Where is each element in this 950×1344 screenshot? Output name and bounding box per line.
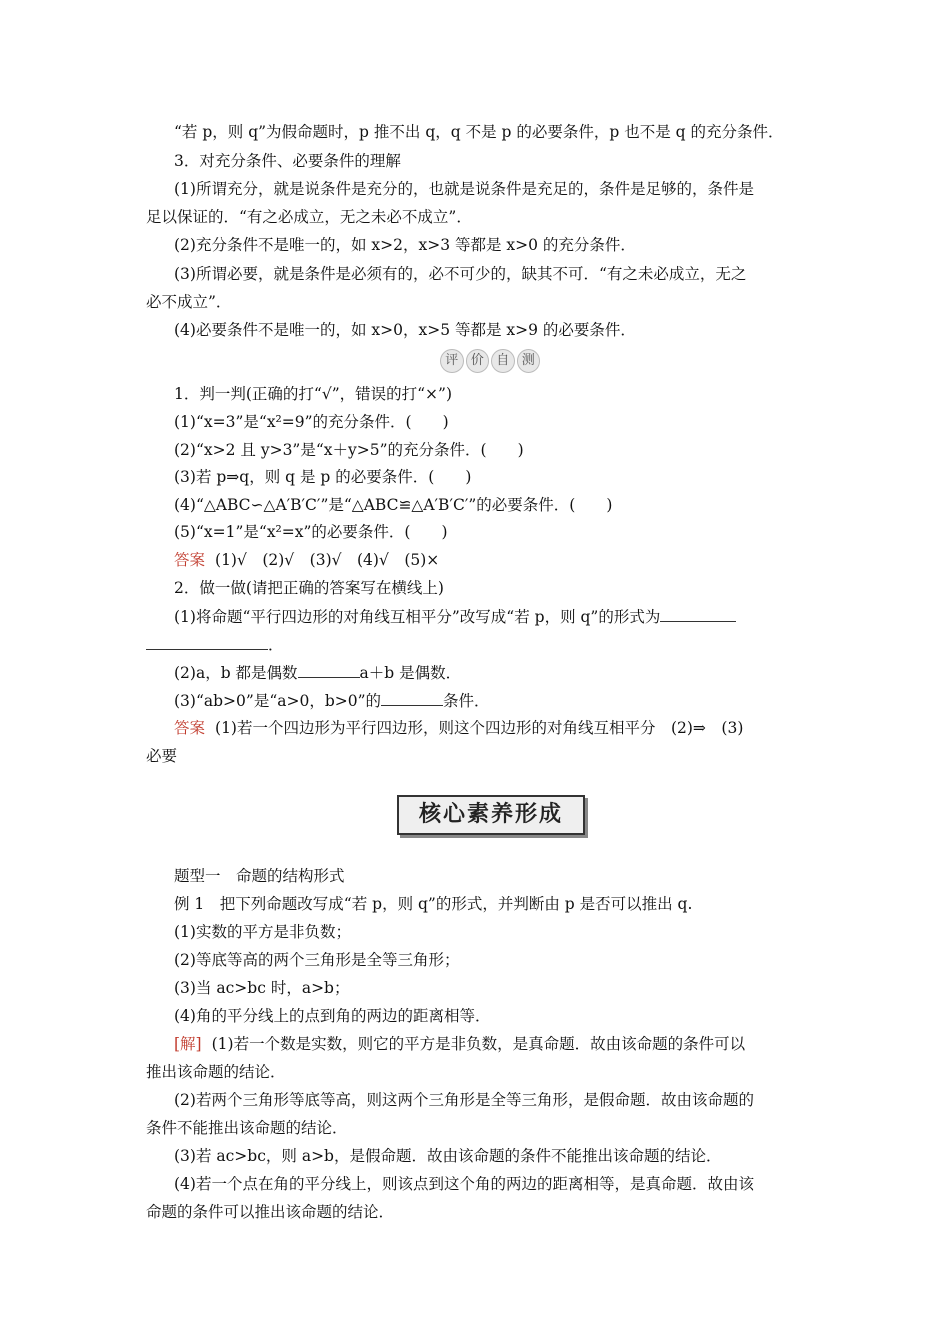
answer-label: 答案 xyxy=(174,551,206,569)
topic-heading: 题型一 命题的结构形式 xyxy=(174,867,345,885)
question-item xyxy=(174,690,810,711)
text-line: “若 p，则 q”为假命题时，p 推不出 q，q 不是 p 的必要条件，p 也不是 q 的充分条件． xyxy=(174,123,784,141)
solution-text: 推出该命题的结论． xyxy=(146,1063,286,1081)
solution-line xyxy=(174,1034,810,1054)
question-text: a＋b 是偶数． xyxy=(359,664,462,682)
subsection-heading: 3．对充分条件、必要条件的理解 xyxy=(174,152,401,170)
question-text: (2)a，b 都是偶数 xyxy=(174,664,298,682)
badge-char: 评 xyxy=(440,349,464,373)
text-line: 足以保证的．“有之必成立，无之未必不成立”． xyxy=(146,208,472,226)
question-text: 条件． xyxy=(443,692,490,710)
example-heading: 例 1 把下列命题改写成“若 p，则 q”的形式，并判断由 p 是否可以推出 q. xyxy=(174,895,693,913)
text-line: (4)必要条件不是唯一的，如 x>0，x>5 等都是 x>9 的必要条件． xyxy=(174,321,636,339)
answer-text: 必要 xyxy=(146,747,178,765)
self-assessment-badge xyxy=(440,347,540,375)
fill-blank xyxy=(381,690,443,706)
fill-blank xyxy=(298,662,360,678)
answer-label: 答案 xyxy=(174,719,206,737)
fill-blank xyxy=(146,634,268,650)
question-item: (4)“△ABC∽△A′B′C′”是“△ABC≌△A′B′C′”的必要条件．( ) xyxy=(174,496,613,514)
section-title: 核心素养形成 xyxy=(397,795,585,835)
text-line: (3)所谓必要，就是条件是必须有的，必不可少的，缺其不可．“有之未必成立，无之 xyxy=(174,265,747,283)
text-line: 必不成立”． xyxy=(146,293,232,311)
question-item: (5)“x=1”是“x²=x”的必要条件．( ) xyxy=(174,523,448,541)
solution-text: (1)若一个数是实数，则它的平方是非负数，是真命题．故由该命题的条件可以 xyxy=(211,1035,746,1053)
solution-text: 命题的条件可以推出该命题的结论． xyxy=(146,1203,395,1221)
example-item: (1)实数的平方是非负数； xyxy=(174,923,351,941)
answer-line xyxy=(174,550,810,570)
question-item: (3)若 p⇒q，则 q 是 p 的必要条件．( ) xyxy=(174,468,472,486)
solution-label: [解] xyxy=(174,1035,202,1053)
question-item: (2)“x>2 且 y>3”是“x＋y>5”的充分条件．( ) xyxy=(174,441,524,459)
question-heading: 1．判一判(正确的打“√”，错误的打“×”) xyxy=(174,385,453,403)
question-item xyxy=(174,606,810,627)
answer-text: (1)若一个四边形为平行四边形，则这个四边形的对角线互相平分 (2)⇒ (3) xyxy=(215,719,744,737)
question-item xyxy=(146,634,810,655)
example-item: (3)当 ac>bc 时，a>b； xyxy=(174,979,350,997)
text-line: (2)充分条件不是唯一的，如 x>2，x>3 等都是 x>0 的充分条件． xyxy=(174,236,636,254)
question-item: (1)“x=3”是“x²=9”的充分条件．( ) xyxy=(174,413,449,431)
answer-line xyxy=(174,718,810,738)
question-text: (1)将命题“平行四边形的对角线互相平分”改写成“若 p，则 q”的形式为 xyxy=(174,608,661,626)
solution-text: (2)若两个三角形等底等高，则这两个三角形是全等三角形，是假命题．故由该命题的 xyxy=(174,1091,754,1109)
text-line: (1)所谓充分，就是说条件是充分的，也就是说条件是充足的，条件是足够的，条件是 xyxy=(174,180,754,198)
fill-blank xyxy=(660,606,736,622)
question-text: (3)“ab>0”是“a>0，b>0”的 xyxy=(174,692,382,710)
example-item: (2)等底等高的两个三角形是全等三角形； xyxy=(174,951,460,969)
question-heading: 2．做一做(请把正确的答案写在横线上) xyxy=(174,579,444,597)
solution-text: 条件不能推出该命题的结论． xyxy=(146,1119,348,1137)
example-item: (4)角的平分线上的点到角的两边的距离相等． xyxy=(174,1007,491,1025)
solution-text: (3)若 ac>bc，则 a>b，是假命题．故由该命题的条件不能推出该命题的结论． xyxy=(174,1147,722,1165)
question-text: ． xyxy=(268,636,284,654)
badge-char: 自 xyxy=(491,349,515,373)
question-item xyxy=(174,662,810,683)
answer-text: (1)√ (2)√ (3)√ (4)√ (5)× xyxy=(215,551,440,569)
solution-text: (4)若一个点在角的平分线上，则该点到这个角的两边的距离相等，是真命题．故由该 xyxy=(174,1175,754,1193)
badge-char: 测 xyxy=(517,349,541,373)
badge-char: 价 xyxy=(466,349,490,373)
